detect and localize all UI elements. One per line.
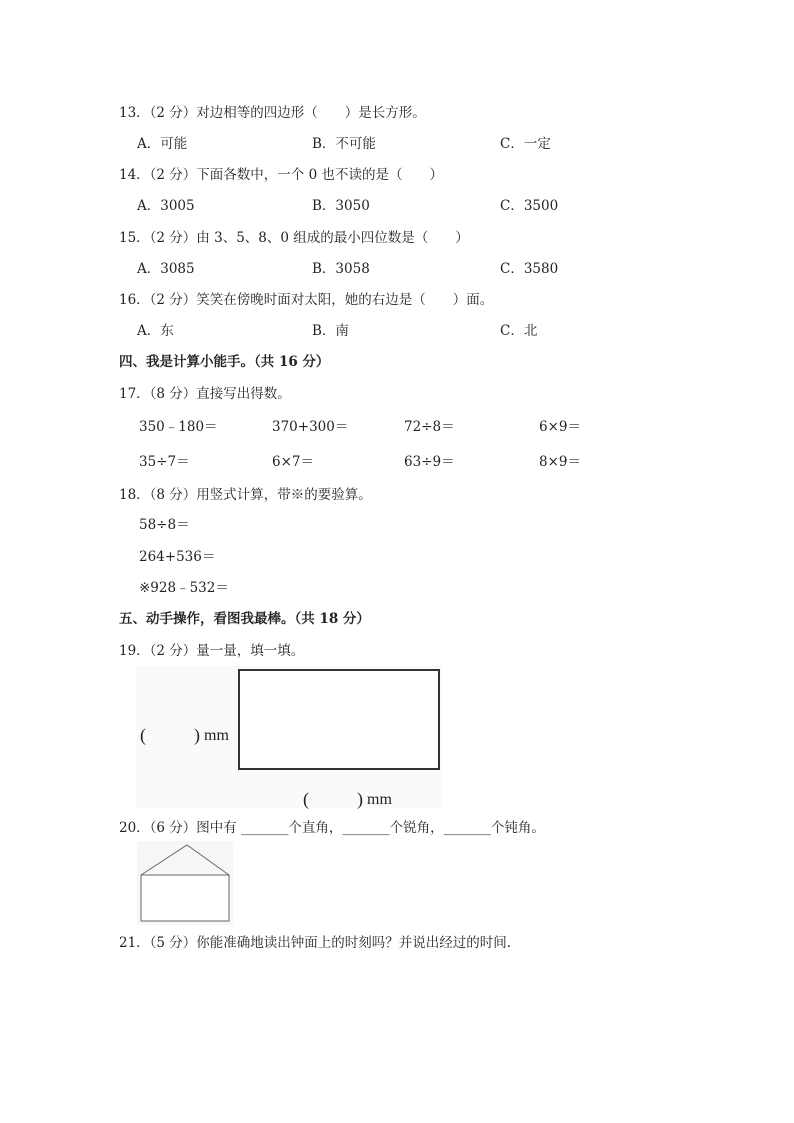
- calc-item: 8×9＝: [539, 454, 581, 470]
- question-13-option-b: B．不可能: [312, 136, 376, 152]
- calc-item: 72÷8＝: [404, 419, 455, 435]
- question-15-option-b: B．3058: [312, 261, 370, 277]
- question-13-option-c: C．一定: [500, 136, 551, 152]
- question-14-text: 14．（2 分）下面各数中，一个 0 也不读的是（ ）: [119, 167, 443, 183]
- question-20-text: 20．（6 分）图中有 _______个直角，_______个锐角，_______个钝角。: [119, 820, 545, 836]
- question-16-option-b: B．南: [312, 323, 349, 339]
- question-15-option-a: A．3085: [137, 261, 195, 277]
- calc-item: 350﹣180＝: [139, 419, 218, 435]
- bottom-unit: mm: [367, 791, 392, 808]
- question-21-text: 21．（5 分）你能准确地读出钟面上的时刻吗？并说出经过的时间.: [119, 935, 512, 951]
- measure-figure: [136, 666, 442, 808]
- question-18-text: 18．（8 分）用竖式计算，带※的要验算。: [119, 487, 372, 503]
- question-16-option-c: C．北: [500, 323, 538, 339]
- house-shape-icon: [137, 841, 233, 925]
- bottom-paren-close: ): [357, 789, 363, 809]
- calc-item: 63÷9＝: [404, 454, 455, 470]
- question-15-option-c: C．3580: [500, 261, 559, 277]
- question-17-text: 17．（8 分）直接写出得数。: [119, 386, 291, 402]
- rectangle-shape: [238, 669, 440, 770]
- left-paren-close: ): [194, 725, 200, 745]
- vertical-calc-item: ※928﹣532＝: [139, 580, 229, 596]
- left-unit: mm: [204, 727, 229, 744]
- vertical-calc-item: 264+536＝: [139, 549, 216, 565]
- question-14-option-c: C．3500: [500, 198, 559, 214]
- section-4-title: 四、我是计算小能手。（共 16 分）: [119, 354, 330, 370]
- calc-item: 6×9＝: [539, 419, 581, 435]
- question-16-text: 16．（2 分）笑笑在傍晚时面对太阳，她的右边是（ ）面。: [119, 292, 494, 308]
- bottom-paren-open: (: [303, 789, 309, 809]
- question-13-option-a: A．可能: [137, 136, 188, 152]
- section-5-title: 五、动手操作，看图我最棒。（共 18 分）: [119, 611, 370, 627]
- vertical-calc-item: 58÷8＝: [139, 517, 190, 533]
- question-19-text: 19．（2 分）量一量，填一填。: [119, 643, 305, 659]
- calc-item: 6×7＝: [272, 454, 314, 470]
- question-14-option-a: A．3005: [137, 198, 195, 214]
- question-14-option-b: B．3050: [312, 198, 370, 214]
- angle-figure: [137, 841, 233, 925]
- question-16-option-a: A．东: [137, 323, 174, 339]
- calc-item: 35÷7＝: [139, 454, 190, 470]
- left-paren-open: (: [140, 725, 146, 745]
- question-13-text: 13．（2 分）对边相等的四边形（ ）是长方形。: [119, 105, 426, 121]
- calc-item: 370+300＝: [272, 419, 349, 435]
- question-15-text: 15．（2 分）由 3、5、8、0 组成的最小四位数是（ ）: [119, 230, 469, 246]
